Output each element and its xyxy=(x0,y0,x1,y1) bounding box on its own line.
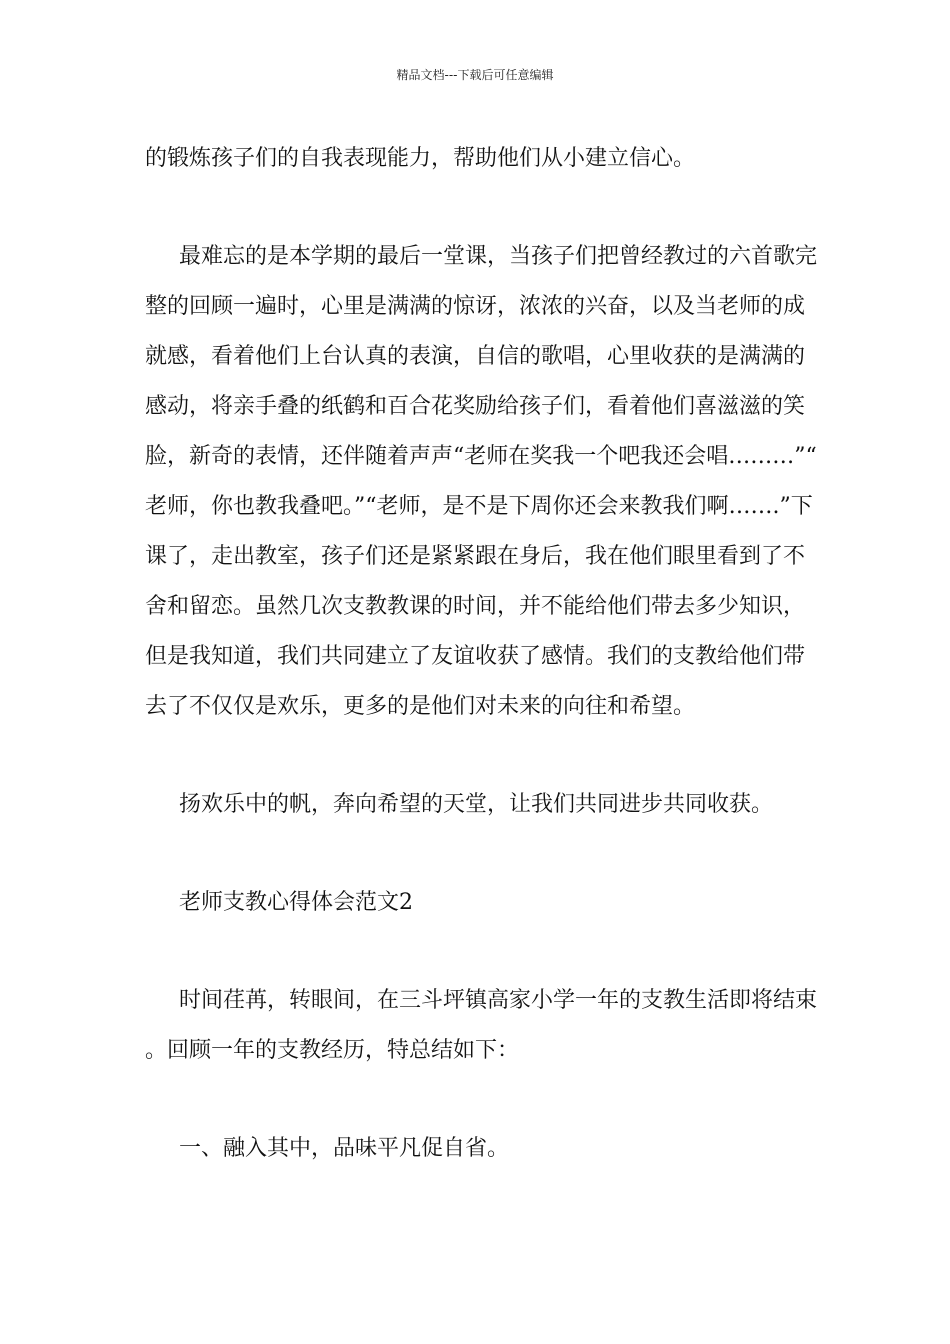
paragraph-continuation: 的锻炼孩子们的自我表现能力，帮助他们从小建立信心。 xyxy=(145,146,696,171)
document-body xyxy=(145,134,825,1174)
paragraph-intro: 时间荏苒，转眼间，在三斗坪镇高家小学一年的支教生活即将结束。回顾一年的支教经历，特总结如下： xyxy=(145,988,818,1063)
section-title: 老师支教心得体会范文2 xyxy=(179,890,413,915)
paragraph-last-class: 最难忘的是本学期的最后一堂课，当孩子们把曾经教过的六首歌完整的回顾一遍时，心里是满满的惊讶，浓浓的兴奋，以及当老师的成就感，看着他们上台认真的表演，自信的歌唱，心里收获的是满满的感动，将亲手叠的纸鹤和百合花奖励给孩子们，看着他们喜滋滋的笑脸，新奇的表情，还伴随着声声“老师在奖我一个吧我还会唱………”“老师，你也教我叠吧。”“老师，是不是下周你还会来教我们啊…….”下课了，走出教室，孩子们还是紧紧跟在身后，我在他们眼里看到了不舍和留恋。虽然几次支教教课的时间，并不能给他们带去多少知识，但是我知道，我们共同建立了友谊收获了感情。我们的支教给他们带去了不仅仅是欢乐，更多的是他们对未来的向往和希望。 xyxy=(145,244,818,719)
paragraph-closing: 扬欢乐中的帆，奔向希望的天堂，让我们共同进步共同收获。 xyxy=(179,792,774,817)
page-header: 精品文档---下载后可任意编辑 xyxy=(396,68,554,82)
section-heading-one: 一、融入其中，品味平凡促自省。 xyxy=(179,1136,510,1161)
